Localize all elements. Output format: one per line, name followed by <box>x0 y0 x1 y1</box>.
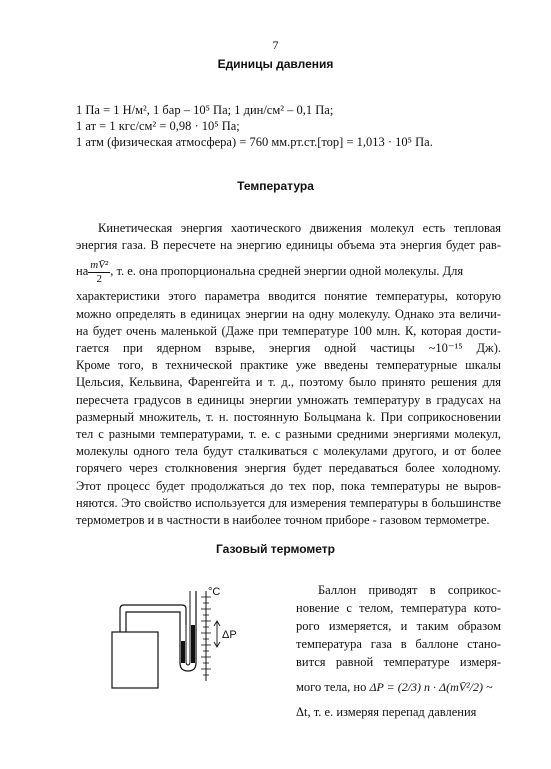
temperature-line-with-fraction <box>76 254 501 288</box>
gas-thermometer-figure <box>100 585 250 705</box>
temperature-line: характеристики этого параметра вводится понятие температуры, которую <box>76 289 501 304</box>
mercury-left <box>181 641 185 663</box>
fraction-denominator: 2 <box>96 273 102 286</box>
temperature-line: на будет очень маленькой (Даже при температуре 100 млн. К, которая дости- <box>76 323 501 338</box>
temperature-line: Цельсия, Кельвина, Фаренгейта и т. д., поэтому было принято решения для <box>76 375 501 390</box>
gas-text-line: вится равной температуре измеря- <box>296 655 501 669</box>
gas-text-line: рого измеряется, и таким образом <box>296 619 501 633</box>
pressure-formula: ΔP = (2/3) n · Δ(mV̄²/2) ~ <box>369 680 493 694</box>
gas-thermometer-title: Газовый термометр <box>215 542 335 556</box>
page-number: 7 <box>272 38 279 52</box>
temperature-line: Этот процесс будет продолжаться до тех пор, пока температуры не выров- <box>76 478 501 493</box>
gas-thermometer-text <box>296 581 501 721</box>
temperature-section-title: Температура <box>237 179 314 193</box>
temperature-line: можно определять в единицах энергии на одну молекулу. Однако эта величи- <box>76 306 501 321</box>
connecting-tube-inner <box>126 612 180 632</box>
connecting-tube-outer <box>120 605 186 632</box>
units-section-title: Единицы давления <box>217 57 334 71</box>
fraction-suffix: , т. е. она пропорциональна средней энергии одной молекулы. Для <box>110 264 464 279</box>
temperature-line: молекулы одного тела будут сталкиваться с молекулами другого, и от более <box>76 444 501 459</box>
temperature-line: термометров и в частности в наиболее точном приборе - газовом термометре. <box>76 513 490 528</box>
formula-prefix: мого тела, но <box>296 680 367 694</box>
celsius-label: °С <box>208 586 221 598</box>
gas-text-line: новение с телом, температура кото- <box>296 601 501 615</box>
temperature-line: Кроме того, в технической практике уже введены температурные шкалы <box>76 358 501 373</box>
temperature-paragraph <box>76 220 501 529</box>
energy-fraction <box>88 259 110 286</box>
gas-bulb <box>112 632 158 688</box>
fraction-prefix: на <box>76 264 89 279</box>
manometer-u-tube-core <box>186 591 190 665</box>
temperature-line: няются. Это свойство используется для измерения температуры в большинстве <box>76 495 501 510</box>
gas-text-line-formula <box>296 671 501 703</box>
temperature-line: гается при ядерном взрыве, энергия одной частицы ~10⁻¹⁵ Дж). <box>76 341 501 356</box>
mercury-right <box>191 625 195 663</box>
units-line-1: 1 Па = 1 Н/м², 1 бар – 10⁵ Па; 1 дин/см² – 0,1 Па; <box>76 103 334 117</box>
temperature-line: размерный множитель, т. н. постоянную Больцмана k. При соприкосновении <box>76 409 501 424</box>
temperature-line: энергия газа. В пересчете на энергию единицы объема эта энергия будет рав- <box>76 238 501 253</box>
temperature-line: Кинетическая энергия хаотического движения молекул есть тепловая <box>98 221 501 235</box>
temperature-line: тел с разными температурами, т. е. с разными средними энергиями молекул, <box>76 427 501 442</box>
temperature-line: горячего через столкновения энергия будет передаваться более холодному. <box>76 461 501 476</box>
units-line-3: 1 атм (физическая атмосфера) = 760 мм.рт.ст.[тор] = 1,013 · 10⁵ Па. <box>76 135 433 149</box>
units-line-2: 1 ат = 1 кгс/см² = 0,98 · 10⁵ Па; <box>76 119 240 133</box>
temperature-line: пересчета градусов в единицы энергии умножать температуру в градусах на <box>76 392 501 407</box>
gas-text-line: температура газа в баллоне стано- <box>296 637 501 651</box>
gas-text-line: Δt, т. е. измеряя перепад давления <box>296 705 477 719</box>
gas-text-line: Баллон приводят в соприкос- <box>318 583 501 597</box>
fraction-numerator: mV̄² <box>90 259 109 272</box>
delta-p-label: ΔP <box>222 629 237 641</box>
